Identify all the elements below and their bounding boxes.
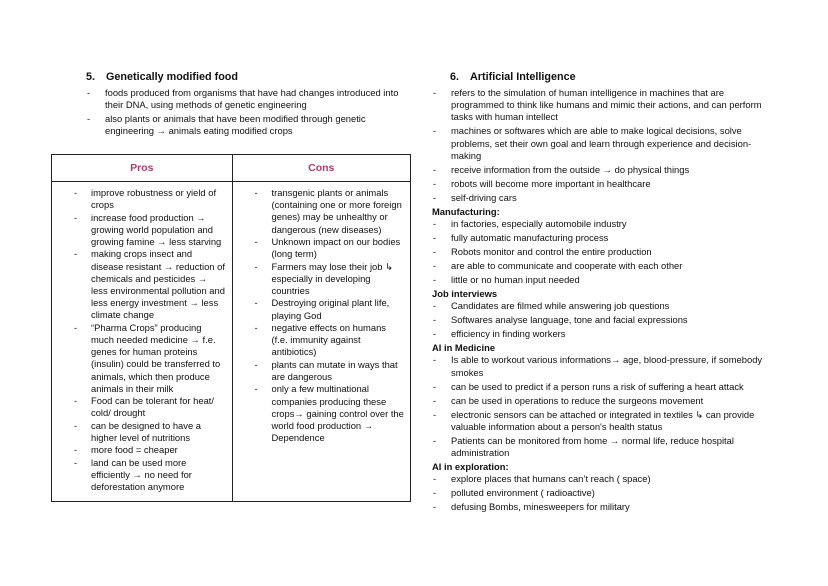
medicine-item: - electronic sensors can be attached or integrated in textiles ↳ can provide valuable information about a person's health status [432, 409, 772, 433]
gm-number: 5. [86, 71, 96, 83]
manufacturing-item: - in factories, especially automobile industry [432, 218, 772, 230]
gm-point: - foods produced from organisms that have had changes introduced into their DNA, using methods of genetic engineering [86, 87, 416, 111]
cons-cell [232, 182, 411, 502]
pro-item: - “Pharma Crops” producing much needed medicine → f.e. genes for human proteins (insulin) could be transferred to animals, which then produce animals in their milk [58, 322, 226, 395]
gm-section [86, 70, 416, 139]
con-item: - negative effects on humans (f.e. immunity against antibiotics) [239, 322, 405, 359]
exploration-heading: AI in exploration: [432, 461, 509, 473]
medicine-item: - Is able to workout various informations→ age, blood-pressure, if somebody smokes [432, 354, 772, 378]
con-item: - plants can mutate in ways that are dangerous [239, 359, 405, 383]
gm-heading [86, 70, 416, 84]
cons-header: Cons [232, 155, 411, 182]
con-item: - Destroying original plant life, playing God [239, 297, 405, 321]
job-interviews-heading: Job interviews [432, 288, 498, 300]
con-item: - Farmers may lose their job ↳ especially in developing countries [239, 261, 405, 298]
ai-title: Artificial Intelligence [470, 71, 576, 83]
pro-item: - improve robustness or yield of crops [58, 187, 226, 211]
medicine-item: - can be used in operations to reduce the surgeons movement [432, 395, 772, 407]
gm-points [86, 87, 416, 138]
con-item: - Unknown impact on our bodies (long term) [239, 236, 405, 260]
ai-point: - refers to the simulation of human intelligence in machines that are programmed to think like humans and mimic their actions, and can perform tasks with human intellect [432, 87, 772, 124]
con-item: - transgenic plants or animals (containing one or more foreign genes) may be unhealthy or dangerous (new diseases) [239, 187, 405, 236]
job-interviews-list [432, 300, 772, 340]
pros-header: Pros [52, 155, 233, 182]
con-item: - only a few multinational companies producing these crops→ gaining control over the world food production → Dependence [239, 383, 405, 444]
job-interviews-item: - Softwares analyse language, tone and facial expressions [432, 314, 772, 326]
ai-heading [432, 70, 772, 84]
pro-item: - more food = cheaper [58, 444, 226, 456]
job-interviews-item: - Candidates are filmed while answering job questions [432, 300, 772, 312]
gm-point: - also plants or animals that have been modified through genetic engineering → animals eating modified crops [86, 113, 416, 137]
exploration-item: - defusing Bombs, minesweepers for military [432, 501, 772, 513]
pros-cell [52, 182, 233, 502]
ai-points [432, 87, 772, 204]
pro-item: - making crops insect and disease resistant → reduction of chemicals and pesticides → less environmental pollution and less energy investment → less climate change [58, 248, 226, 321]
medicine-list [432, 354, 772, 459]
manufacturing-list [432, 218, 772, 286]
ai-number: 6. [450, 71, 460, 83]
manufacturing-item: - Robots monitor and control the entire production [432, 246, 772, 258]
cons-list [239, 187, 405, 444]
exploration-list [432, 473, 772, 513]
exploration-item: - polluted environment ( radioactive) [432, 487, 772, 499]
pro-item: - land can be used more efficiently → no need for deforestation anymore [58, 457, 226, 494]
pro-item: - Food can be tolerant for heat/ cold/ drought [58, 395, 226, 419]
pro-item: - can be designed to have a higher level of nutritions [58, 420, 226, 444]
ai-section [432, 70, 772, 515]
pros-list [58, 187, 226, 493]
ai-point: - machines or softwares which are able to make logical decisions, solve problems, set their own goal and learn through experience and decision-making [432, 125, 772, 162]
pros-cons-table [51, 154, 411, 502]
ai-point: - robots will become more important in healthcare [432, 178, 772, 190]
medicine-item: - can be used to predict if a person runs a risk of suffering a heart attack [432, 381, 772, 393]
manufacturing-item: - fully automatic manufacturing process [432, 232, 772, 244]
gm-title: Genetically modified food [106, 71, 238, 83]
manufacturing-heading: Manufacturing: [432, 205, 500, 217]
medicine-item: - Patients can be monitored from home → normal life, reduce hospital administration [432, 435, 772, 459]
job-interviews-item: - efficiency in finding workers [432, 328, 772, 340]
ai-point: - receive information from the outside → do physical things [432, 164, 772, 176]
manufacturing-item: - are able to communicate and cooperate with each other [432, 260, 772, 272]
exploration-item: - explore places that humans can’t reach ( space) [432, 473, 772, 485]
medicine-heading: AI in Medicine [432, 342, 496, 354]
ai-point: - self-driving cars [432, 192, 772, 204]
pro-item: - increase food production → growing world population and growing famine → less starving [58, 212, 226, 249]
manufacturing-item: - little or no human input needed [432, 274, 772, 286]
